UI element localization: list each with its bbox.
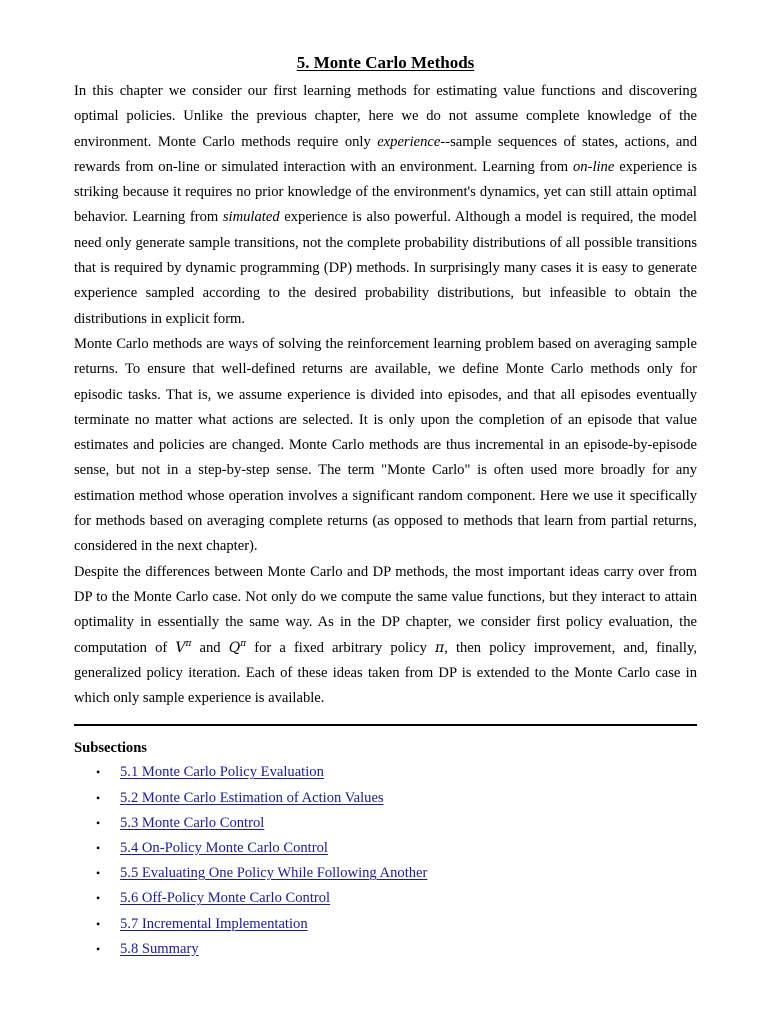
list-item xyxy=(74,937,697,962)
bullet-icon: • xyxy=(96,866,101,881)
list-item xyxy=(74,861,697,886)
subsection-link-5-6[interactable]: 5.6 Off-Policy Monte Carlo Control xyxy=(120,890,331,907)
subsection-link-5-1[interactable]: 5.1 Monte Carlo Policy Evaluation xyxy=(120,764,324,781)
math-pi: π xyxy=(434,639,445,656)
list-item xyxy=(74,811,697,836)
bullet-icon: • xyxy=(96,765,101,780)
text-run: , then policy improvement, and, finally, generalized policy iteration. Each of these ideas taken from DP is extended to the Monte Carlo case in which only sample experience is available. xyxy=(74,639,697,707)
section-divider xyxy=(74,724,697,726)
subsection-link-5-8[interactable]: 5.8 Summary xyxy=(120,940,199,957)
list-item xyxy=(74,886,697,911)
math-symbol: V xyxy=(175,639,186,656)
math-superscript: π xyxy=(240,638,247,649)
math-symbol: Q xyxy=(228,639,241,656)
list-item xyxy=(74,836,697,861)
text-run: --sample sequences of states, actions, and rewards from on-line or simulated interaction with an environment. Learning from xyxy=(74,133,697,175)
math-superscript: π xyxy=(185,638,192,649)
dp-comparison-paragraph xyxy=(74,560,697,712)
text-run: In this chapter we consider our first learning methods for estimating value functions and discovering optimal policies. Unlike the previous chapter, here we do not assume complete knowledge of the environment. Monte Carlo methods require only xyxy=(74,83,697,150)
text-run: for a fixed arbitrary policy xyxy=(246,639,435,656)
list-item xyxy=(74,912,697,937)
subsection-link-5-2[interactable]: 5.2 Monte Carlo Estimation of Action Values xyxy=(120,789,384,806)
subsection-link-5-7[interactable]: 5.7 Incremental Implementation xyxy=(120,915,308,932)
bullet-icon: • xyxy=(96,891,101,906)
text-run: Despite the differences between Monte Carlo and DP methods, the most important ideas carry over from DP to the Monte Carlo case. Not only do we compute the same value functions, but they interact to attain optimality in essentially the same way. As in the DP chapter, we consider first policy evaluation, the computation of xyxy=(74,563,697,656)
subsections-heading: Subsections xyxy=(74,740,147,757)
page-title: 5. Monte Carlo Methods xyxy=(296,53,475,72)
subsection-link-5-5[interactable]: 5.5 Evaluating One Policy While Following Another xyxy=(120,865,428,882)
list-item xyxy=(74,760,697,785)
text-run: experience is also powerful. Although a model is required, the model need only generate sample transitions, not the complete probability distributions of all possible transitions that is required by dynamic programming (DP) methods. In surprisingly many cases it is easy to generate experience sampled according to the desired probability distributions, but infeasible to obtain the distributions in explicit form. xyxy=(74,209,697,327)
bullet-icon: • xyxy=(96,815,101,830)
methods-paragraph: Monte Carlo methods are ways of solving the reinforcement learning problem based on averaging sample returns. To ensure that well-defined returns are available, we define Monte Carlo methods only for episodic tasks. That is, we assume experience is divided into episodes, and that all episodes eventually terminate no matter what actions are selected. It is only upon the completion of an episode that value estimates and policies are changed. Monte Carlo methods are thus incremental in an episode-by-episode sense, but not in a step-by-step sense. The term "Monte Carlo" is often used more broadly for any estimation method whose operation involves a significant random component. Here we use it specifically for methods based on averaging complete returns (as opposed to methods that learn from partial returns, considered in the next chapter). xyxy=(74,335,697,555)
subsection-link-5-4[interactable]: 5.4 On-Policy Monte Carlo Control xyxy=(120,840,328,857)
math-v-pi xyxy=(175,640,191,656)
bullet-icon: • xyxy=(96,790,101,805)
bullet-icon: • xyxy=(96,916,101,931)
text-run: and xyxy=(191,639,229,656)
intro-paragraph xyxy=(74,79,697,332)
math-q-pi xyxy=(229,640,246,656)
emphasis-experience: experience xyxy=(377,133,441,150)
bullet-icon: • xyxy=(96,841,101,856)
list-item xyxy=(74,786,697,811)
emphasis-on-line: on-line xyxy=(572,158,615,175)
emphasis-simulated: simulated xyxy=(222,209,280,226)
subsection-link-5-3[interactable]: 5.3 Monte Carlo Control xyxy=(120,814,265,831)
subsections-list xyxy=(74,760,697,962)
text-run: experience is striking because it requires no prior knowledge of the environment's dynamics, yet can still attain optimal behavior. Learning from xyxy=(74,158,698,226)
document-page xyxy=(74,52,697,962)
bullet-icon: • xyxy=(96,941,101,956)
